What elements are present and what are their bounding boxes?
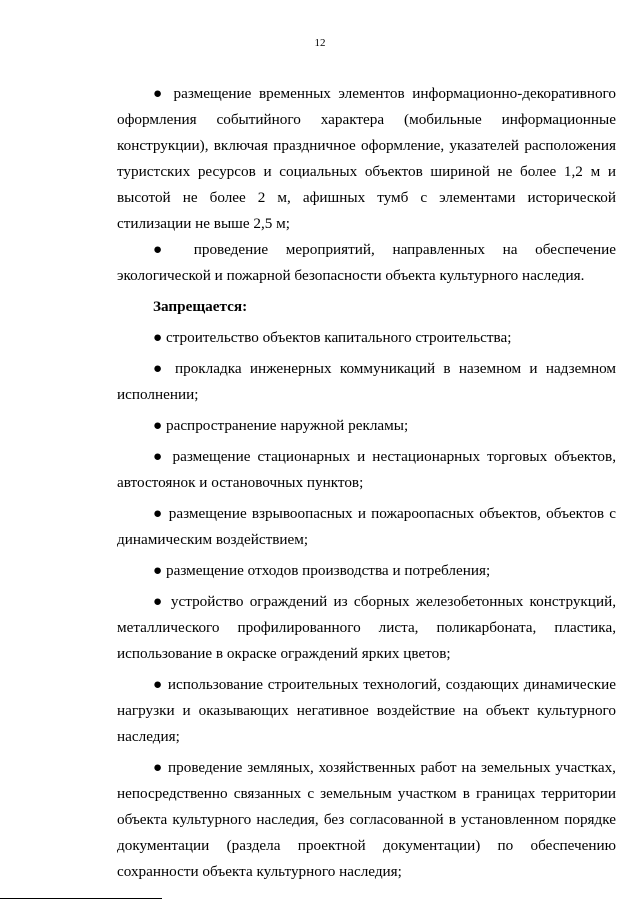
list-item — [117, 501, 616, 553]
document-body — [117, 81, 616, 885]
list-item-text: использование строительных технологий, создающих динамические нагрузки и оказывающих негативное воздействие на объект культурного наследия; — [117, 676, 616, 745]
list-item — [117, 444, 616, 496]
bullet-icon: ● — [153, 329, 163, 346]
list-item — [117, 325, 616, 351]
paragraph-safety-measures — [117, 237, 616, 289]
list-item — [117, 356, 616, 408]
page-number: 12 — [314, 37, 326, 49]
bullet-icon: ● — [153, 360, 167, 377]
bullet-icon: ● — [153, 593, 165, 610]
paragraph-text: размещение временных элементов информационно-декоративного оформления событийного характера (мобильные информационные конструкции), включая праздничное оформление, указателей расположения туристских ресурсов и социальных объектов шириной не более 1,2 м и высотой не более 2 м, афишных тумб с элементами исторической стилизации не выше 2,5 м; — [117, 85, 616, 232]
bullet-icon: ● — [153, 241, 177, 258]
paragraph-text: проведение мероприятий, направленных на обеспечение экологической и пожарной безопасности объекта культурного наследия. — [117, 241, 617, 284]
list-item — [117, 413, 616, 439]
list-item — [117, 672, 616, 750]
list-item-text: строительство объектов капитального строительства; — [165, 329, 512, 346]
section-heading-prohibited: Запрещается: — [153, 298, 248, 315]
bullet-icon: ● — [153, 417, 163, 434]
bullet-icon: ● — [153, 85, 166, 102]
bullet-icon: ● — [153, 676, 164, 693]
list-item — [117, 558, 616, 584]
bullet-icon: ● — [153, 759, 164, 776]
list-item-text: распространение наружной рекламы; — [165, 417, 409, 434]
paragraph-temporary-elements — [117, 81, 616, 237]
bullet-icon: ● — [153, 505, 164, 522]
list-item-text: прокладка инженерных коммуникаций в наземном и надземном исполнении; — [117, 360, 616, 403]
list-item — [117, 589, 616, 667]
bullet-icon: ● — [153, 562, 163, 579]
list-item-text: размещение взрывоопасных и пожароопасных объектов, объектов с динамическим воздействием; — [117, 505, 616, 548]
list-item-text: размещение стационарных и нестационарных торговых объектов, автостоянок и остановочных пунктов; — [117, 448, 616, 491]
list-item-text: проведение земляных, хозяйственных работ на земельных участках, непосредственно связанных с земельным участком в границах территории объекта культурного наследия, без согласованной в установленном порядке документации (раздела проектной документации) по обеспечению сохранности объекта культурного наследия; — [117, 759, 616, 880]
list-item-text: размещение отходов производства и потребления; — [165, 562, 491, 579]
footnote-divider — [0, 898, 162, 899]
list-item-text: устройство ограждений из сборных железобетонных конструкций, металлического профилированного листа, поликарбоната, пластика, использование в окраске ограждений ярких цветов; — [117, 593, 616, 662]
list-item — [117, 755, 616, 885]
bullet-icon: ● — [153, 448, 166, 465]
